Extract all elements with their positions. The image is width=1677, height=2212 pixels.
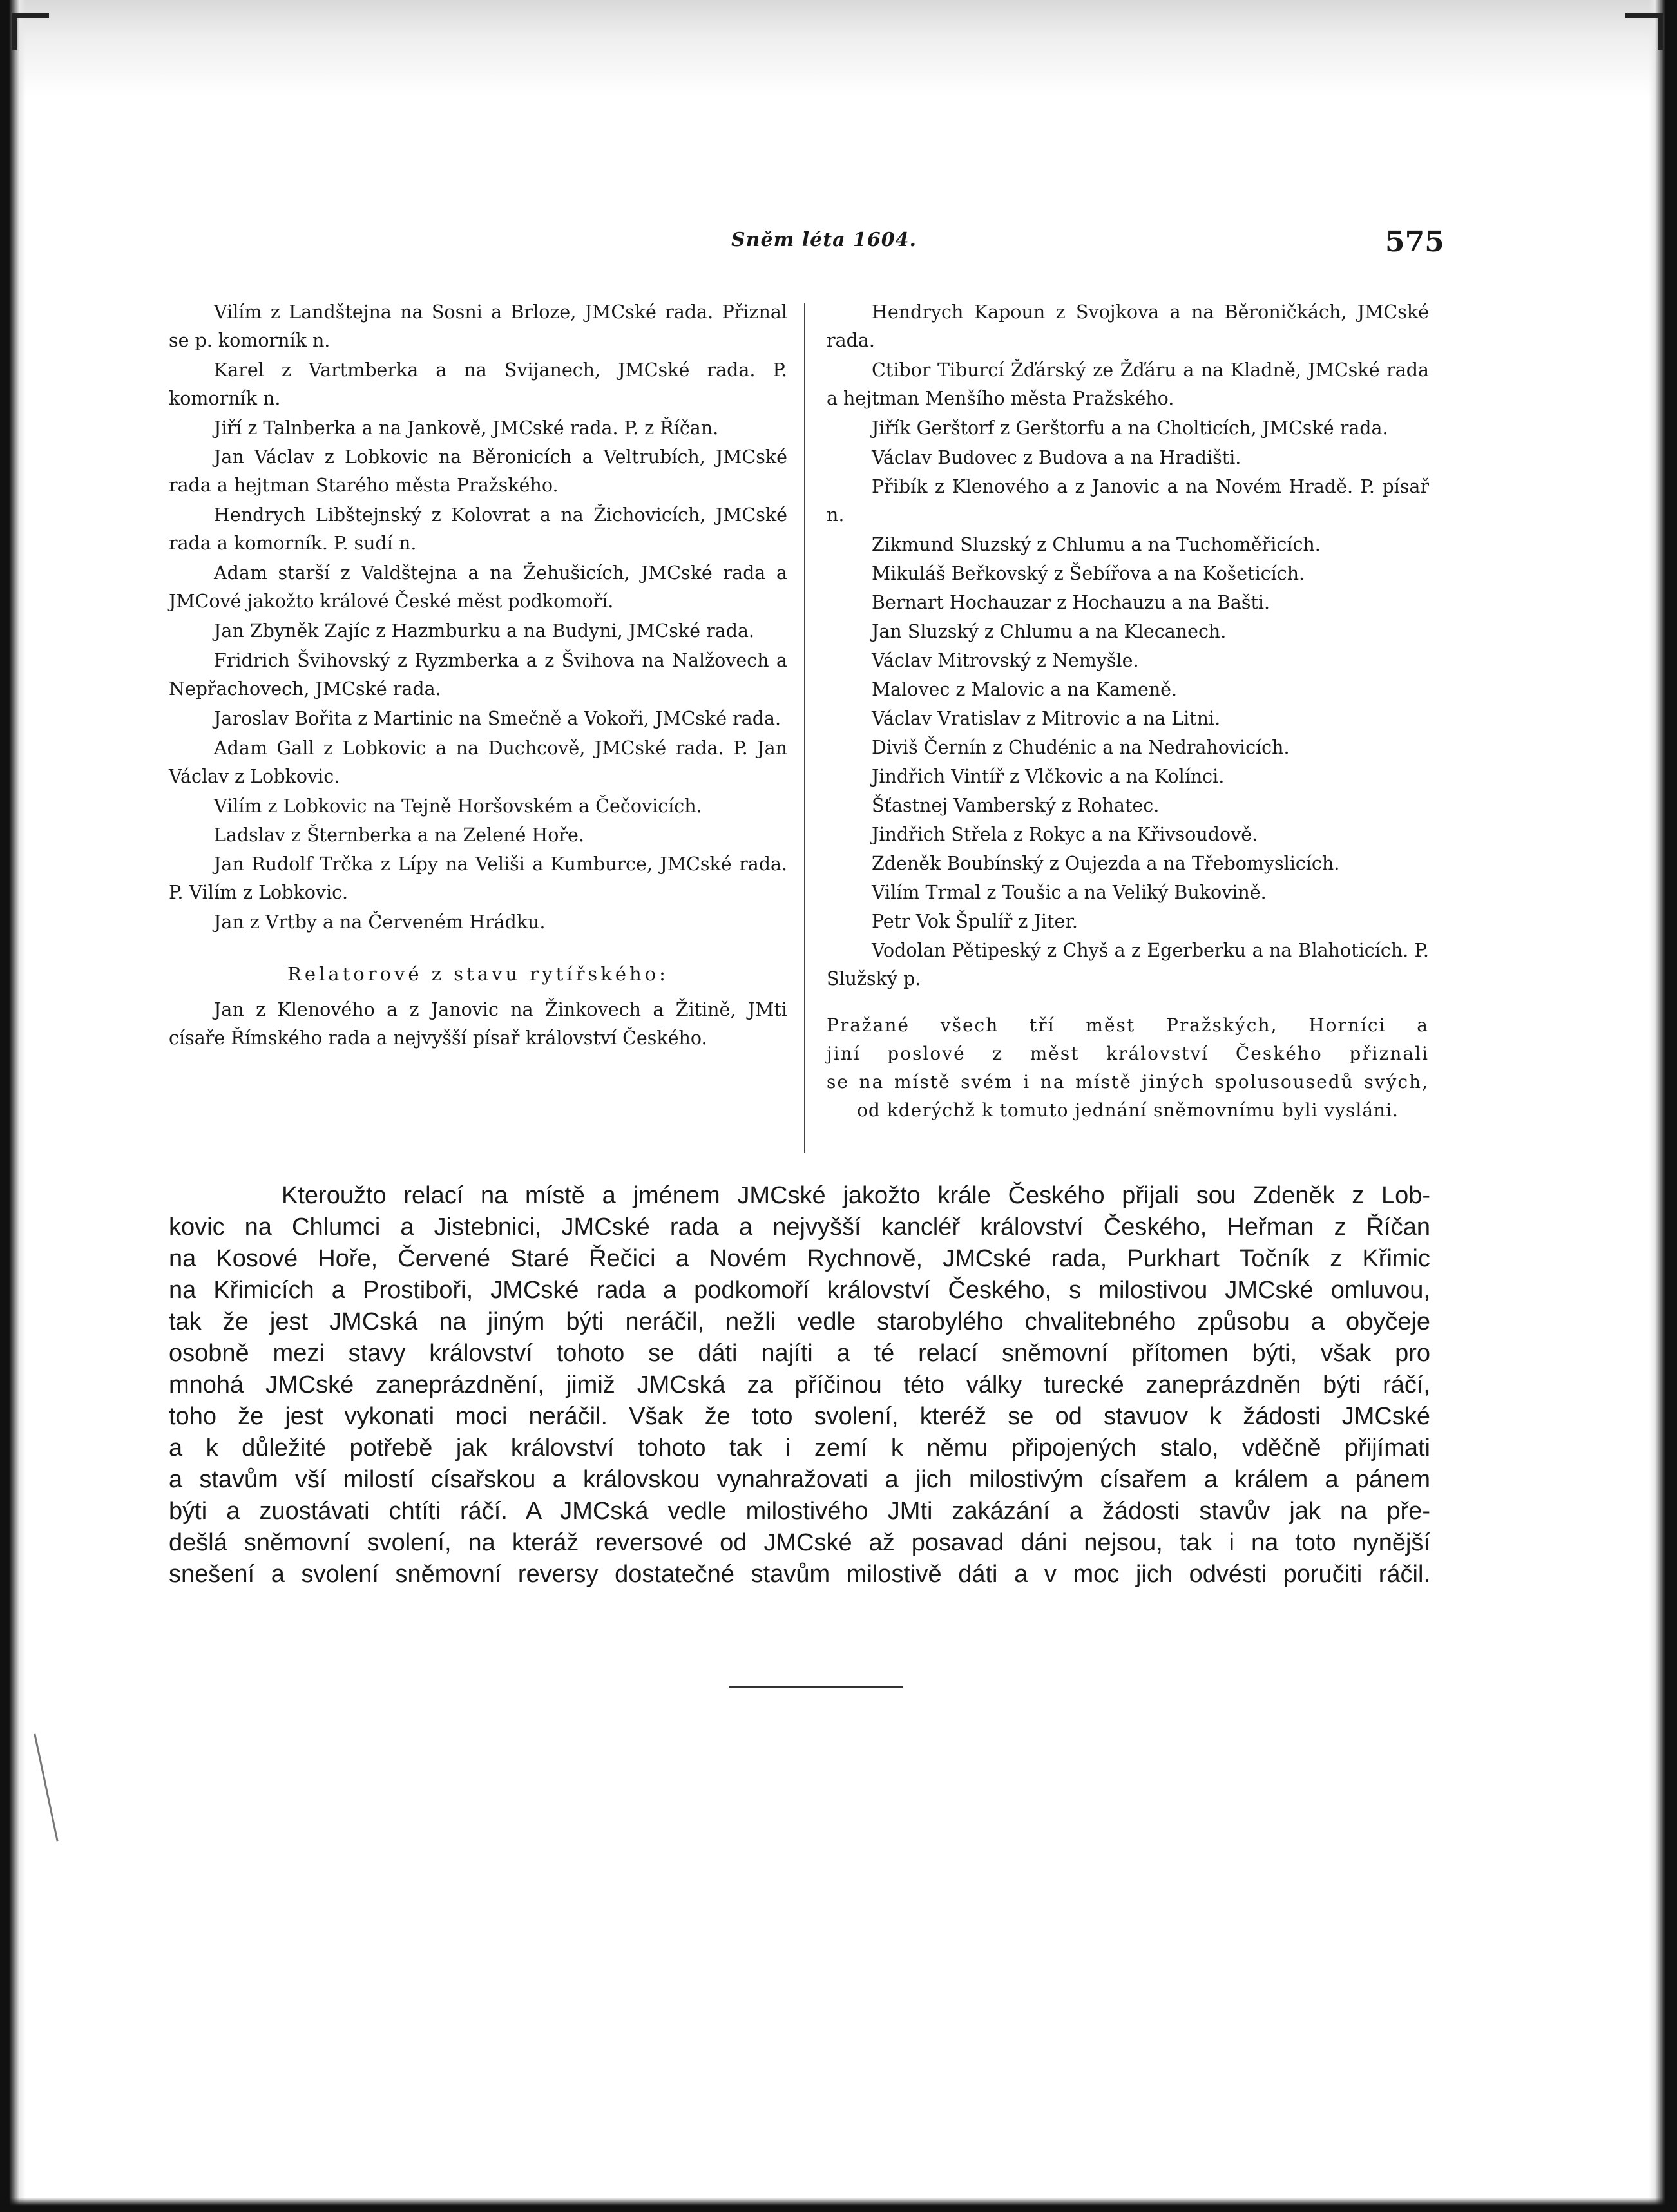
list-item: Jiřík Gerštorf z Gerštorfu a na Cholticích, JMCské rada.: [872, 417, 1388, 439]
paragraph-line: toho že jest vykonati moci neráčil. Však že toto svolení, kteréž se od stavuov k žádosti JMCské: [169, 1403, 1430, 1430]
paragraph-line: snešení a svolení sněmovní reversy dostatečné stavům milostivě dáti a v moc jich odvésti poručiti ráčil.: [169, 1561, 1430, 1588]
column-divider: [804, 303, 805, 1153]
end-rule: [729, 1686, 903, 1688]
scan-left-edge: [0, 0, 26, 2212]
paragraph-line: osobně mezi stavy království tohoto se dáti najíti a té relací sněmovní přítomen býti, však pro: [169, 1340, 1430, 1367]
list-item: Malovec z Malovic a na Kameně.: [872, 679, 1178, 700]
list-item: Petr Vok Špulíř z Jiter.: [872, 911, 1078, 932]
main-paragraph: [169, 1180, 1430, 1590]
paragraph-line: býti a zuostávati chtíti ráčí. A JMCská vedle milostivého JMti zakázání a žádosti stavův jak na pře-: [169, 1498, 1430, 1525]
paragraph-line: kovic na Chlumci a Jistebnici, JMCské rada a nejvyšší kancléř království Českého, Heřman z Říčan: [169, 1214, 1430, 1241]
closing-note: [827, 1011, 1429, 1125]
closing-note-line: jiní poslové z měst království Českého přiznali: [827, 1043, 1429, 1064]
list-item: Šťastnej Vamberský z Rohatec.: [872, 795, 1160, 816]
right-column: [827, 298, 1429, 1125]
list-item: Hendrych Kapoun z Svojkova a na Běroničkách, JMCské rada.: [827, 301, 1429, 351]
list-item: Jan z Vrtby a na Červeném Hrádku.: [214, 911, 546, 933]
list-item: Bernart Hochauzar z Hochauzu a na Bašti.: [872, 592, 1270, 613]
list-item: Jiří z Talnberka a na Jankově, JMCské rada. P. z Říčan.: [214, 417, 719, 439]
list-item: Jan Zbyněk Zajíc z Hazmburku a na Budyni, JMCské rada.: [214, 620, 754, 642]
list-item: Mikuláš Beřkovský z Šebířova a na Košeticích.: [872, 563, 1305, 584]
list-item: Jan Sluzský z Chlumu a na Klecanech.: [872, 621, 1227, 642]
closing-note-line: od kderýchž k tomuto jednání sněmovnímu byli vysláni.: [857, 1100, 1399, 1121]
list-item: Jindřich Vintíř z Vlčkovic a na Kolínci.: [872, 766, 1225, 787]
list-item: Adam starší z Valdštejna a na Žehušicích, JMCské rada a JMCové jakožto králové České měst podkomoří.: [169, 562, 787, 612]
list-item: Vilím z Lobkovic na Tejně Horšovském a Čečovicích.: [214, 796, 702, 817]
list-item: Jan Václav z Lobkovic na Běronicích a Veltrubích, JMCské rada a hejtman Starého města Pražského.: [169, 446, 787, 496]
paragraph-line: a k důležité potřebě jak království tohoto tak i zemí k němu připojených stalo, vděčně přijímati: [169, 1435, 1430, 1462]
list-item: Jan Rudolf Trčka z Lípy na Veliši a Kumburce, JMCské rada. P. Vilím z Lobkovic.: [169, 853, 787, 903]
list-item: Zdeněk Boubínský z Oujezda a na Třebomyslicích.: [872, 853, 1340, 874]
list-item: Václav Budovec z Budova a na Hradišti.: [872, 447, 1241, 468]
list-item: Jindřich Střela z Rokyc a na Křivsoudově.: [872, 824, 1258, 845]
list-item: Přibík z Klenového a z Janovic a na Novém Hradě. P. písař n.: [827, 476, 1429, 526]
paragraph-line: dešlá sněmovní svolení, na kteráž reversové od JMCské až posavad dáni nejsou, tak i na toto nynější: [169, 1529, 1430, 1556]
running-title: Sněm léta 1604.: [731, 229, 917, 251]
list-item: Ladslav z Šternberka a na Zelené Hoře.: [214, 825, 584, 846]
list-item: Václav Vratislav z Mitrovic a na Litni.: [872, 708, 1221, 729]
list-item: Fridrich Švihovský z Ryzmberka a z Švihova na Nalžovech a Nepřachovech, JMCské rada.: [169, 650, 787, 700]
list-item: Karel z Vartmberka a na Svijanech, JMCské rada. P. komorník n.: [169, 359, 787, 409]
closing-note-line: se na místě svém i na místě jiných spolusousedů svých,: [827, 1071, 1429, 1092]
page-number: 575: [1385, 225, 1444, 258]
list-item: Jan z Klenového a z Janovic na Žinkovech a Žitině, JMti císaře Římského rada a nejvyšší písař království Českého.: [169, 999, 787, 1049]
list-item: Diviš Černín z Chudénic a na Nedrahovicích.: [872, 737, 1290, 758]
paragraph-line: tak že jest JMCská na jiným býti neráčil, nežli vedle starobylého chvalitebného způsobu a obyčeje: [169, 1308, 1430, 1335]
paragraph-line: na Kosové Hoře, Červené Staré Řečici a Novém Rychnově, JMCské rada, Purkhart Točník z Křimic: [169, 1245, 1430, 1272]
paragraph-line: na Křimicích a Prostiboři, JMCské rada a podkomoří království Českého, s milostivou JMCské omluvou,: [169, 1277, 1430, 1304]
paragraph-line: mnohá JMCské zaneprázdnění, jimiž JMCská za příčinou této války turecké zaneprázdněn býti ráčí,: [169, 1371, 1430, 1398]
list-item: Ctibor Tiburcí Žďárský ze Žďáru a na Kladně, JMCské rada a hejtman Menšího města Pražského.: [827, 359, 1429, 409]
section-heading: Relatorové z stavu rytířského:: [287, 963, 669, 985]
list-item: Zikmund Sluzský z Chlumu a na Tuchoměřicích.: [872, 534, 1321, 555]
left-column: [169, 298, 787, 1054]
list-item: Jaroslav Bořita z Martinic na Smečně a Vokoři, JMCské rada.: [214, 708, 781, 729]
scan-top-shadow: [0, 0, 1677, 97]
list-item: Adam Gall z Lobkovic a na Duchcově, JMCské rada. P. Jan Václav z Lobkovic.: [169, 738, 787, 787]
closing-note-line: Pražané všech tří měst Pražských, Horníci a: [827, 1015, 1429, 1036]
scan-bottom-edge: [0, 2198, 1677, 2212]
scan-corner-mark-left: [12, 13, 49, 50]
list-item: Hendrych Libštejnský z Kolovrat a na Žichovicích, JMCské rada a komorník. P. sudí n.: [169, 504, 787, 554]
paragraph-line: Kteroužto relací na místě a jménem JMCské jakožto krále Českého přijali sou Zdeněk z Lob-: [282, 1182, 1430, 1209]
list-item: Vilím z Landštejna na Sosni a Brloze, JMCské rada. Přiznal se p. komorník n.: [169, 301, 787, 351]
scan-scratch: [34, 1734, 58, 1842]
list-item: Vilím Trmal z Toušic a na Veliký Bukovině.: [872, 882, 1267, 903]
list-item: Václav Mitrovský z Nemyšle.: [872, 650, 1139, 671]
paragraph-line: a stavům vší milostí císařskou a královskou vynahražovati a jich milostivým císařem a králem a pánem: [169, 1466, 1430, 1493]
scan-right-edge: [1649, 0, 1677, 2212]
scan-corner-mark-right: [1625, 13, 1663, 50]
list-item: Vodolan Pětipeský z Chyš a z Egerberku a na Blahoticích. P. Služský p.: [827, 940, 1429, 989]
